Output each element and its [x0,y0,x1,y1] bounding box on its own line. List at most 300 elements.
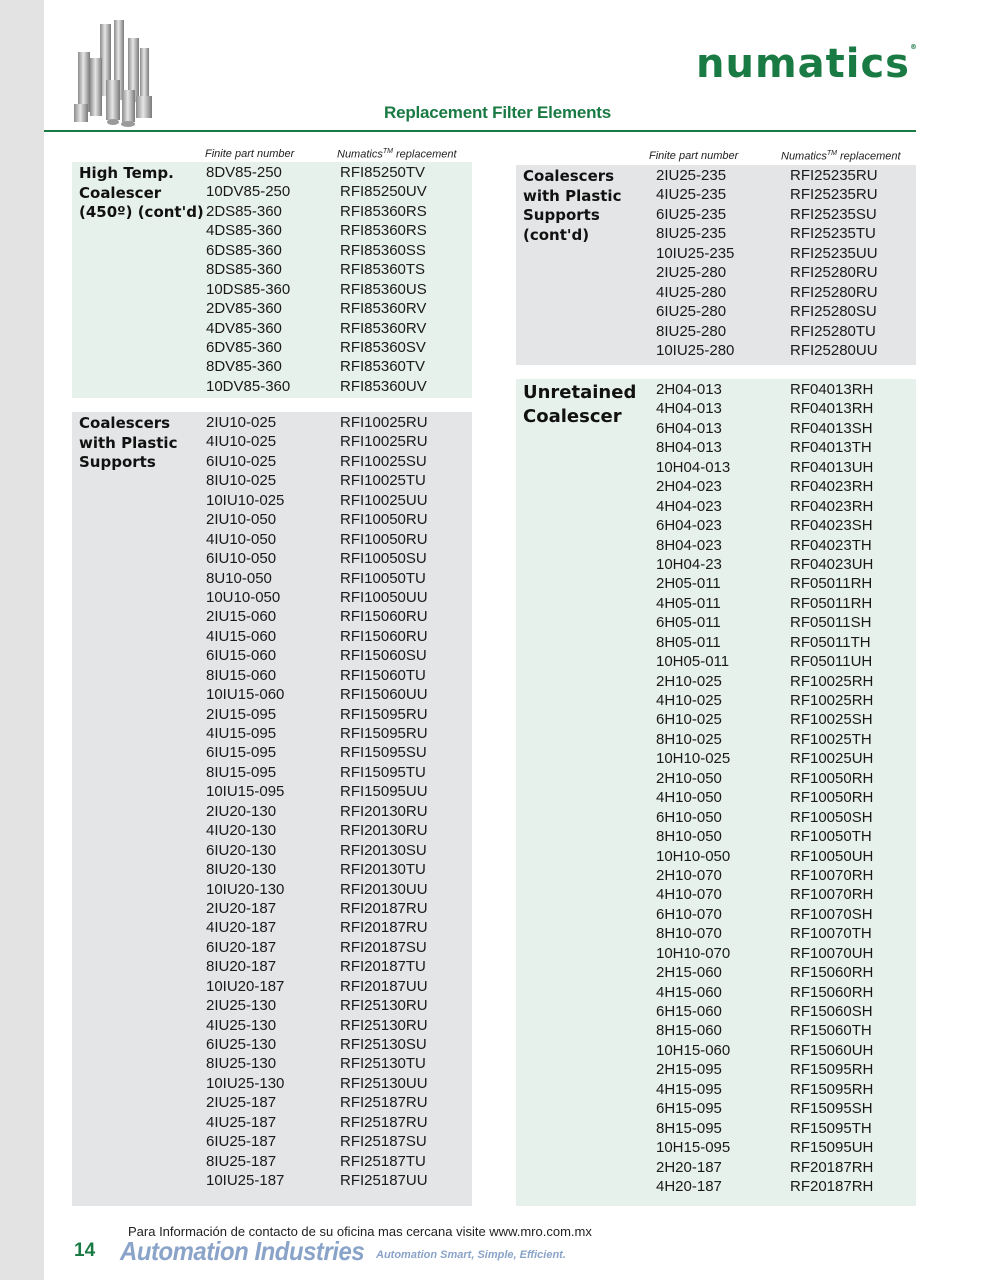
numatics-replacement: RFI20187TU [340,958,426,976]
numatics-replacement: RFI85360SS [340,241,426,259]
left-margin-strip [0,0,44,1280]
numatics-replacement: RF15095TH [790,1119,872,1137]
finite-part-number: 8IU25-235 [656,225,727,243]
finite-part-number: 4IU20-187 [206,919,277,937]
numatics-replacement: RFI85360RS [340,222,427,240]
numatics-replacement: RFI20187UU [340,977,428,995]
table-row [206,377,472,396]
numatics-replacement: RFI10050RU [340,511,428,529]
table-row [206,413,472,432]
finite-part-number: 6IU20-187 [206,938,277,956]
table-row [656,341,916,360]
numatics-replacement: RF10070UH [790,944,874,962]
title-divider [44,130,916,132]
numatics-replacement: RFI25187RU [340,1113,428,1131]
finite-part-number: 2H05-011 [656,575,721,593]
numatics-replacement: RF15060RH [790,983,874,1001]
finite-part-number: 8H05-011 [656,633,721,651]
finite-part-number: 2H04-013 [656,381,722,398]
table-row [206,1093,472,1112]
numatics-logo [696,41,918,87]
numatics-replacement: RFI20187SU [340,938,427,956]
numatics-replacement: RF10025TH [790,730,872,748]
table-row [656,283,916,302]
column-header-numatics [781,150,901,163]
finite-part-number: 10IU25-130 [206,1074,285,1092]
table-row [206,899,472,918]
table-row [656,536,916,555]
parts-list [206,163,472,396]
numatics-replacement: RFI25280SU [790,303,877,321]
table-row [656,710,916,729]
numatics-replacement: RFI15060SU [340,647,427,665]
table-row [206,782,472,801]
table-row [656,399,916,418]
finite-part-number: 6H10-050 [656,808,722,826]
numatics-replacement: RF10050TH [790,828,872,846]
numatics-replacement: RFI20187RU [340,899,428,917]
column-header-numatics [337,148,457,161]
table-row [656,1119,916,1138]
numatics-replacement: RF20187RH [790,1177,874,1195]
finite-part-number: 8DS85-360 [206,261,282,279]
numatics-replacement: RF04013UH [790,458,874,476]
table-row [206,241,472,260]
finite-part-number: 6IU15-060 [206,647,277,665]
finite-part-number: 4IU25-280 [656,283,727,301]
table-row [206,202,472,221]
finite-part-number: 4IU15-095 [206,725,277,742]
table-row [656,244,916,263]
finite-part-number: 2H10-025 [656,672,722,690]
table-row [206,491,472,510]
finite-part-number: 2H20-187 [656,1158,722,1176]
block-label: Unretained Coalescer [523,382,637,427]
finite-part-number: 6IU25-235 [656,205,727,223]
table-row [656,1002,916,1021]
numatics-replacement: RFI85360RS [340,202,427,220]
finite-part-number: 4IU15-060 [206,627,277,645]
finite-part-number: 4H10-025 [656,692,722,709]
table-row [206,1171,472,1190]
numatics-replacement: RFI20130UU [340,880,428,898]
finite-part-number: 2IU25-130 [206,997,277,1015]
finite-part-number: 2IU25-280 [656,264,727,282]
numatics-replacement: RFI20130TU [340,861,426,879]
finite-part-number: 2IU20-130 [206,802,277,820]
block-coalescers-plastic-supports-contd [516,165,916,365]
finite-part-number: 2H15-095 [656,1061,722,1079]
page-number: 14 [74,1240,96,1261]
finite-part-number: 10IU15-060 [206,686,285,704]
numatics-replacement: RFI10050SU [340,550,427,568]
table-row [206,1035,472,1054]
table-row [206,841,472,860]
numatics-replacement: RFI10025RU [340,414,428,431]
parts-list [206,413,472,1191]
numatics-replacement: RFI25187SU [340,1133,427,1151]
column-header-numatics-brand: Numatics [781,150,827,163]
numatics-replacement: RFI25235RU [790,186,878,204]
numatics-replacement: RFI20130RU [340,802,428,820]
finite-part-number: 10H10-025 [656,750,731,768]
numatics-replacement: RF10050SH [790,808,873,826]
numatics-replacement: RFI20187RU [340,919,428,937]
finite-part-number: 2H15-060 [656,964,722,982]
numatics-replacement: RFI25235SU [790,205,877,223]
finite-part-number: 4IU10-050 [206,530,277,548]
numatics-replacement: RFI25130SU [340,1036,427,1053]
finite-part-number: 6IU25-187 [206,1133,277,1151]
column-header-numatics-brand: Numatics [337,148,383,161]
finite-part-number: 10H15-095 [656,1139,731,1157]
table-row [206,530,472,549]
table-row [656,691,916,710]
table-row [206,319,472,338]
table-row [656,924,916,943]
numatics-replacement: RFI85360RV [340,300,427,318]
numatics-replacement: RFI25235RU [790,167,878,184]
column-header-numatics-suffix: replacement [392,148,457,161]
numatics-replacement: RFI15060TU [340,666,426,684]
finite-part-number: 8IU15-060 [206,666,277,684]
numatics-replacement: RF10070TH [790,925,872,943]
finite-part-number: 4H20-187 [656,1177,722,1195]
filter-elements-image [70,18,160,130]
numatics-replacement: RFI85360TV [340,358,426,376]
finite-part-number: 6DV85-360 [206,338,282,356]
numatics-replacement: RFI25130RU [340,1016,428,1034]
table-row [656,1080,916,1099]
table-row [206,821,472,840]
table-row [206,627,472,646]
table-row [206,918,472,937]
table-row [206,432,472,451]
table-row [206,260,472,279]
table-row [206,802,472,821]
finite-part-number: 8IU25-280 [656,322,727,340]
table-row [656,963,916,982]
numatics-replacement: RF04013SH [790,419,873,437]
automation-industries-logo: Automation Industries [120,1236,365,1266]
finite-part-number: 6IU10-050 [206,550,277,568]
finite-part-number: 8H10-025 [656,730,722,748]
table-row [656,866,916,885]
numatics-replacement: RF15095SH [790,1100,873,1118]
numatics-replacement: RF15095RH [790,1061,874,1079]
numatics-replacement: RFI10050TU [340,569,426,587]
table-row [206,357,472,376]
finite-part-number: 6H15-060 [656,1003,722,1020]
numatics-replacement: RFI20130RU [340,822,428,840]
finite-part-number: 4H05-011 [656,594,721,612]
numatics-replacement: RF04023TH [790,536,872,554]
table-row [206,1152,472,1171]
table-row [656,944,916,963]
finite-part-number: 8H15-095 [656,1119,722,1137]
numatics-replacement: RF05011RH [790,575,873,593]
finite-part-number: 4H15-095 [656,1080,722,1098]
table-row [206,880,472,899]
block-label: Coalescers with Plastic Supports (cont'd) [523,167,622,244]
table-row [656,1041,916,1060]
numatics-replacement: RF10050RH [790,769,874,787]
finite-part-number: 8H15-060 [656,1022,722,1040]
finite-part-number: 4H10-070 [656,886,722,904]
finite-part-number: 8H04-013 [656,439,722,457]
finite-part-number: 10IU25-235 [656,244,735,262]
table-row [206,338,472,357]
table-row [656,1177,916,1196]
finite-part-number: 2IU15-095 [206,705,277,723]
finite-part-number: 8IU10-025 [206,472,277,490]
parts-list [656,380,916,1196]
finite-part-number: 4H15-060 [656,983,722,1001]
table-row [656,380,916,399]
table-row [656,477,916,496]
finite-part-number: 10IU25-280 [656,341,735,359]
finite-part-number: 6IU15-095 [206,744,277,762]
finite-part-number: 6IU25-280 [656,303,727,321]
finite-part-number: 4IU10-025 [206,433,277,451]
numatics-replacement: RF05011TH [790,633,871,651]
table-row [206,163,472,182]
numatics-replacement: RF10025RH [790,672,874,690]
numatics-replacement: RFI25130UU [340,1074,428,1092]
table-row [656,847,916,866]
numatics-logo-text: numatics [696,41,910,87]
table-row [656,574,916,593]
numatics-replacement: RFI15095SU [340,744,427,762]
table-row [656,224,916,243]
footer-contact-note: Para Información de contacto de su oficina mas cercana visite www.mro.com.mx [128,1224,592,1239]
table-row [206,938,472,957]
finite-part-number: 8IU15-095 [206,763,277,781]
finite-part-number: 2IU15-060 [206,608,277,626]
numatics-replacement: RFI15060RU [340,627,428,645]
table-row [206,299,472,318]
table-row [206,646,472,665]
finite-part-number: 8H10-050 [656,828,722,846]
finite-part-number: 8DV85-360 [206,358,282,376]
table-row [206,957,472,976]
table-row [206,1016,472,1035]
numatics-replacement: RFI85250UV [340,183,427,201]
numatics-replacement: RF15060SH [790,1003,873,1020]
table-row [206,996,472,1015]
numatics-replacement: RF05011UH [790,653,873,671]
table-row [206,860,472,879]
numatics-replacement: RFI85360SV [340,338,426,356]
finite-part-number: 10H10-050 [656,847,731,865]
numatics-replacement: RFI15095RU [340,705,428,723]
numatics-replacement: RF15095UH [790,1139,874,1157]
finite-part-number: 6IU25-130 [206,1036,277,1053]
finite-part-number: 8DV85-250 [206,164,282,181]
finite-part-number: 4IU25-130 [206,1016,277,1034]
finite-part-number: 10H05-011 [656,653,730,671]
numatics-replacement: RFI15060UU [340,686,428,704]
finite-part-number: 4DS85-360 [206,222,282,240]
table-row [206,1054,472,1073]
numatics-replacement: RFI10025TU [340,472,426,490]
numatics-replacement: RF10025RH [790,692,874,709]
table-row [656,769,916,788]
numatics-replacement: RF15095RH [790,1080,874,1098]
finite-part-number: 2IU10-050 [206,511,277,529]
table-row [206,182,472,201]
table-row [656,438,916,457]
numatics-replacement: RFI15095RU [340,725,428,742]
table-row [656,885,916,904]
finite-part-number: 4IU25-235 [656,186,727,204]
finite-part-number: 6H10-025 [656,711,722,729]
table-row [656,516,916,535]
numatics-replacement: RF10070SH [790,905,873,923]
numatics-replacement: RFI25280RU [790,283,878,301]
numatics-replacement: RF04023RH [790,497,874,515]
table-row [656,1138,916,1157]
finite-part-number: 10H04-013 [656,458,731,476]
finite-part-number: 4H10-050 [656,789,722,807]
numatics-replacement: RFI10025RU [340,433,428,451]
table-row [656,672,916,691]
numatics-replacement: RFI15095TU [340,763,426,781]
finite-part-number: 6H15-095 [656,1100,722,1118]
numatics-replacement: RFI10025UU [340,491,428,509]
footer-tagline: Automation Smart, Simple, Efficient. [376,1249,566,1261]
numatics-replacement: RF10050RH [790,789,874,807]
column-header-numatics-suffix: replacement [836,150,901,163]
finite-part-number: 2IU25-235 [656,167,727,184]
numatics-replacement: RFI25130TU [340,1055,426,1073]
table-row [656,1099,916,1118]
table-row [656,419,916,438]
numatics-replacement: RFI25130RU [340,997,428,1015]
block-unretained-coalescer [516,379,916,1206]
table-row [656,263,916,282]
table-row [206,280,472,299]
table-row [656,166,916,185]
finite-part-number: 6H05-011 [656,614,721,632]
table-row [656,302,916,321]
numatics-replacement: RFI15095UU [340,783,428,801]
numatics-replacement: RF04023SH [790,517,873,535]
block-high-temp-coalescer [72,162,472,398]
finite-part-number: 6H04-013 [656,419,722,437]
numatics-replacement: RFI25235UU [790,244,878,262]
table-row [656,594,916,613]
table-row [206,685,472,704]
column-header-finite: Finite part number [649,150,739,162]
numatics-replacement: RFI25235TU [790,225,876,243]
numatics-replacement: RFI85250TV [340,164,426,181]
finite-part-number: 10U10-050 [206,588,281,606]
table-row [206,510,472,529]
numatics-replacement: RF10050UH [790,847,874,865]
numatics-replacement: RF10070RH [790,886,874,904]
finite-part-number: 6IU20-130 [206,841,277,859]
numatics-replacement: RFI85360RV [340,319,427,337]
finite-part-number: 4DV85-360 [206,319,282,337]
finite-part-number: 10IU10-025 [206,491,285,509]
finite-part-number: 2IU25-187 [206,1094,277,1112]
finite-part-number: 10DV85-250 [206,183,291,201]
numatics-replacement: RF04023RH [790,478,874,496]
table-row [656,555,916,574]
table-row [656,458,916,477]
finite-part-number: 10IU15-095 [206,783,285,801]
trademark-mark: TM [382,148,393,155]
numatics-replacement: RFI20130SU [340,841,427,859]
table-row [656,788,916,807]
numatics-replacement: RFI85360US [340,280,427,298]
finite-part-number: 2IU10-025 [206,414,277,431]
finite-part-number: 10IU20-187 [206,977,285,995]
finite-part-number: 10H15-060 [656,1041,731,1059]
table-row [656,730,916,749]
finite-part-number: 6H10-070 [656,905,722,923]
finite-part-number: 8U10-050 [206,569,272,587]
table-row [656,613,916,632]
table-row [206,607,472,626]
numatics-replacement: RFI85360UV [340,377,427,395]
numatics-replacement: RF10025UH [790,750,874,768]
finite-part-number: 2H04-023 [656,478,722,496]
numatics-replacement: RF04013TH [790,439,872,457]
table-row [206,705,472,724]
finite-part-number: 2H10-050 [656,769,722,787]
numatics-replacement: RFI10050UU [340,588,428,606]
table-row [206,666,472,685]
table-row [656,497,916,516]
numatics-replacement: RF15060RH [790,964,874,982]
finite-part-number: 8IU20-130 [206,861,277,879]
page-title: Replacement Filter Elements [384,103,612,122]
finite-part-number: 4IU20-130 [206,822,277,840]
table-row [206,1132,472,1151]
finite-part-number: 10DS85-360 [206,280,291,298]
table-row [656,652,916,671]
table-row [206,471,472,490]
finite-part-number: 6IU10-025 [206,452,277,470]
numatics-replacement: RF20187RH [790,1158,874,1176]
table-row [206,724,472,743]
numatics-replacement: RF04023UH [790,555,874,573]
numatics-replacement: RF04013RH [790,400,874,418]
numatics-replacement: RFI25187TU [340,1152,426,1170]
finite-part-number: 10IU20-130 [206,880,285,898]
finite-part-number: 2H10-070 [656,866,722,884]
table-row [656,1021,916,1040]
numatics-replacement: RFI25187UU [340,1172,428,1190]
numatics-replacement: RF10025SH [790,711,873,729]
table-row [656,749,916,768]
block-label: High Temp. Coalescer (450º) (cont'd) [79,164,204,221]
numatics-replacement: RFI25187RU [340,1094,428,1112]
block-coalescers-plastic-supports [72,412,472,1206]
finite-part-number: 2IU20-187 [206,899,277,917]
numatics-replacement: RF05011RH [790,594,873,612]
block-label: Coalescers with Plastic Supports [79,414,178,471]
numatics-replacement: RF15060TH [790,1022,872,1040]
finite-part-number: 2DV85-360 [206,300,282,318]
table-row [656,322,916,341]
numatics-replacement: RFI10050RU [340,530,428,548]
table-row [656,185,916,204]
finite-part-number: 8IU25-130 [206,1055,277,1073]
table-row [206,1074,472,1093]
